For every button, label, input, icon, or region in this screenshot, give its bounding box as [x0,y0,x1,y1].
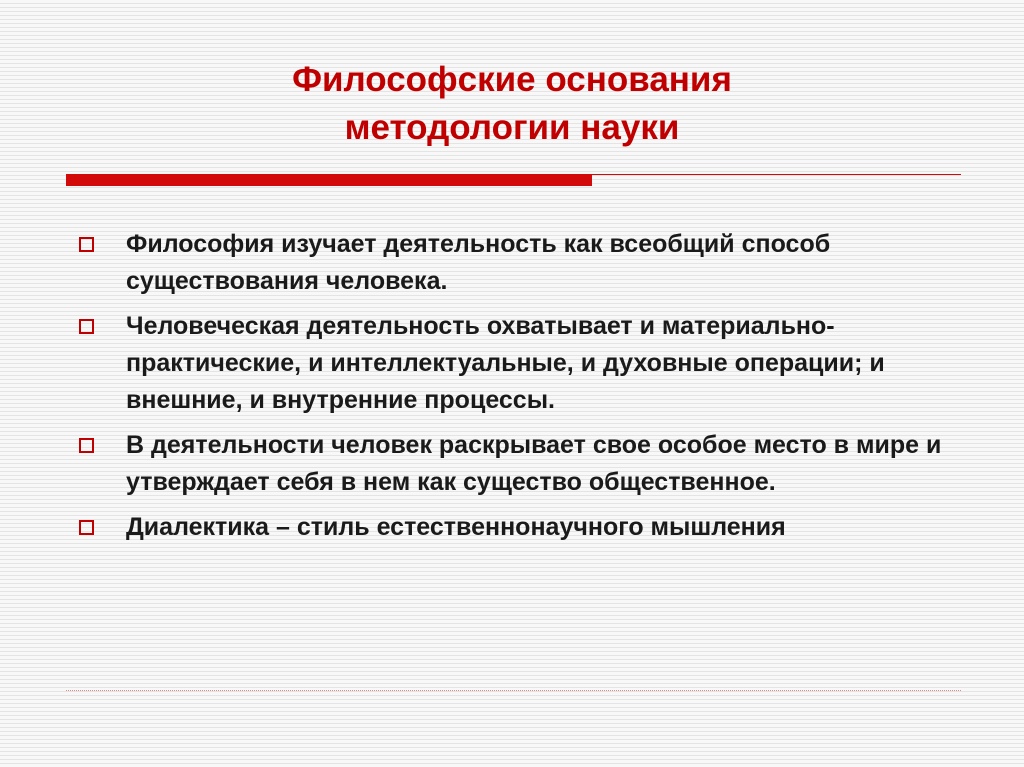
square-bullet-icon [79,438,94,453]
bullet-text: В деятельности человек раскрывает свое особое место в мире и утверждает себя в нем как существо общественное. [126,431,942,496]
bullet-item [0,509,1024,546]
square-bullet-icon [79,520,94,535]
title-underline-thin [592,174,961,175]
title-underline-thick [66,174,592,186]
bullet-item [0,427,1024,501]
title-line-1: Философские основания [292,60,732,99]
square-bullet-icon [79,319,94,334]
title-line-2: методологии науки [344,108,680,147]
bullet-text: Человеческая деятельность охватывает и материально-практические, и интеллектуальные, и духовные операции; и внешние, и внутренние процессы. [126,312,885,414]
bullet-text: Диалектика – стиль естественнонаучного мышления [126,513,786,541]
slide-title [0,56,1024,152]
bottom-divider [66,690,961,691]
bullet-list [0,226,1024,554]
square-bullet-icon [79,237,94,252]
bullet-item [0,308,1024,419]
bullet-text: Философия изучает деятельность как всеобщий способ существования человека. [126,230,831,295]
bullet-item [0,226,1024,300]
